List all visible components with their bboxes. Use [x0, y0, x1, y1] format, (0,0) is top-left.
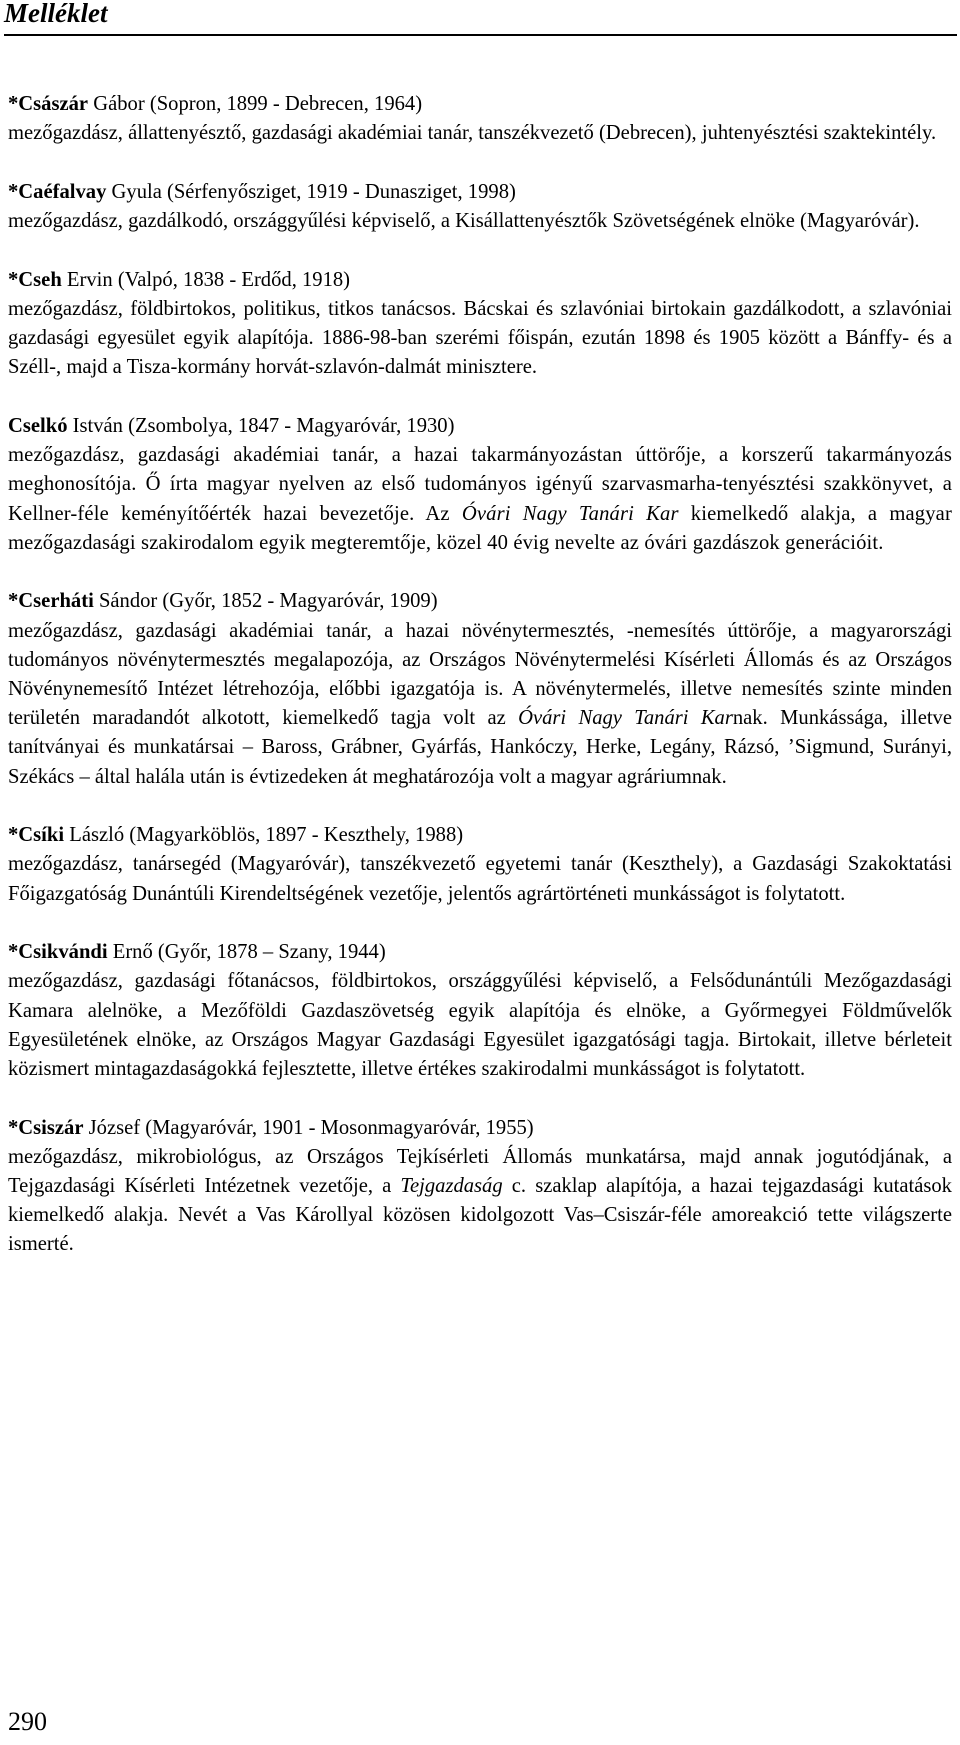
entry-dates: Sándor (Győr, 1852 - Magyaróvár, 1909)	[93, 590, 438, 613]
entry-heading	[8, 178, 952, 207]
biography-entry	[8, 1114, 952, 1260]
page-header	[4, 0, 957, 36]
entry-name: *Cseh	[8, 268, 62, 291]
entry-dates: István (Zsombolya, 1847 - Magyaróvár, 1930)	[67, 415, 455, 437]
entry-dates: László (Magyarköblös, 1897 - Keszthely, 1988)	[64, 824, 464, 847]
entry-body	[8, 967, 952, 1084]
entry-text: mezőgazdász, földbirtokos, politikus, titkos tanácsos. Bácskai és szlavóniai birtokain gazdálkodott, a szlavóniai gazdasági egyesület egyik alapítója. 1886-98-ban szerémi főispán, ezután 1898 és 1905 között a Bánffy- és a Széll-, majd a Tisza-kormány horvát-szlavón-dalmát minisztere.	[8, 297, 952, 379]
entry-heading	[8, 266, 952, 295]
entry-text: c. szaklap alapítója, a hazai tejgazdasági kutatások kiemelkedő alakja. Nevét a Vas Károllyal közösen kidolgozott Vas–Csiszár-féle amoreakció tette világszerte ismerté.	[8, 1175, 952, 1256]
entry-dates: Gábor (Sopron, 1899 - Debrecen, 1964)	[88, 93, 423, 115]
entry-name: *Csiszár	[8, 1116, 84, 1139]
entry-heading	[8, 90, 952, 119]
entry-dates: Ervin (Valpó, 1838 - Erdőd, 1918)	[61, 268, 351, 291]
entry-text: mezőgazdász, gazdálkodó, országgyűlési képviselő, a Kisállattenyésztők Szövetségének elnöke (Magyaróvár).	[8, 210, 920, 232]
entry-heading	[8, 1114, 952, 1143]
entry-text: mezőgazdász, tanársegéd (Magyaróvár), tanszékvezető egyetemi tanár (Keszthely), a Gazdasági Szakoktatási Főigazgatóság Dunántúli Kirendeltségének vezetője, jelentős agrártörténeti munkásságot is folytatott.	[8, 853, 952, 905]
entry-name: *Csíki	[8, 824, 65, 847]
entry-body	[8, 1143, 952, 1260]
entry-text: mezőgazdász, állattenyésztő, gazdasági akadémiai tanár, tanszékvezető (Debrecen), juhtenyésztési szaktekintély.	[8, 122, 937, 145]
entries-list	[8, 90, 952, 1289]
entry-text: mezőgazdász, mikrobiológus, az Országos Tejkísérleti Állomás munkatársa, majd annak jogutódjának, a Tejgazdasági Kísérleti Intézetnek vezetője, a	[8, 1145, 952, 1198]
entry-body	[8, 617, 952, 792]
entry-body	[8, 119, 952, 148]
entry-body	[8, 207, 952, 236]
entry-body	[8, 850, 952, 908]
biography-entry	[8, 178, 952, 236]
entry-name: Cselkó	[8, 415, 68, 437]
entry-name: *Csikvándi	[8, 941, 108, 964]
entry-text: kiemelkedő alakja, a magyar mezőgazdasági szakirodalom egyik megteremtője, közel 40 évig nevelte az óvári gazdászok generációit.	[8, 502, 952, 554]
entry-text: mezőgazdász, gazdasági főtanácsos, földbirtokos, országgyűlési képviselő, a Felsődunántúli Mezőgazdasági Kamara alelnöke, a Mezőföldi Gazdaszövetség egyik alapítója és elnöke, a Győrmegyei Földművelők Egyesületének elnöke, az Országos Magyar Gazdasági Egyesület igazgatósági tagja. Birtokait, illetve bérleteit közismert mintagazdaságokká fejlesztette, illetve értékes szakirodalmi munkásságot is folytatott.	[8, 970, 952, 1081]
entry-name: *Cserháti	[8, 590, 94, 613]
entry-text-italic: Óvári Nagy Tanári Kar	[461, 502, 679, 525]
entry-text: mezőgazdász, gazdasági akadémiai tanár, a hazai takarmányozástan úttörője, a korszerű takarmányozás meghonosítója. Ő írta magyar nyelven az első tudományos igényű szarvasmarha-tenyésztési szakkönyvet, a Kellner-féle keményítőérték hazai bevezetője. Az	[8, 444, 952, 525]
entry-dates: Gyula (Sérfenyősziget, 1919 - Dunasziget, 1998)	[106, 180, 516, 203]
entry-name: *Caéfalvay	[8, 180, 107, 203]
entry-dates: József (Magyaróvár, 1901 - Mosonmagyaróvár, 1955)	[83, 1116, 534, 1139]
biography-entry	[8, 587, 952, 791]
page-title: Melléklet	[4, 0, 108, 28]
entry-heading	[8, 821, 952, 850]
entry-name: *Császár	[8, 93, 89, 115]
entry-heading	[8, 938, 952, 967]
biography-entry	[8, 938, 952, 1084]
entry-text: nak. Munkássága, illetve tanítványai és munkatársai – Baross, Grábner, Gyárfás, Hankóczy, Herke, Legány, Rázsó, ’Sigmund, Surányi, Székács – által halála után is évtizedeken át meghatározója volt a magyar agráriumnak.	[8, 707, 952, 788]
page-number: 290	[8, 1707, 47, 1736]
entry-heading	[8, 587, 952, 616]
biography-entry	[8, 821, 952, 909]
entry-dates: Ernő (Győr, 1878 – Szany, 1944)	[107, 941, 386, 964]
entry-text: mezőgazdász, gazdasági akadémiai tanár, a hazai növénytermesztés, -nemesítés úttörője, a magyarországi tudományos növénytermesztés megalapozója, az Országos Növénytermelési Kísérleti Állomás és az Országos Növénynemesítő Intézet létrehozója, előbbi igazgatója is. A növénytermelés, illetve nemesítés szinte minden területén maradandót alkotott, kiemelkedő tagja volt az	[8, 619, 952, 730]
entry-body	[8, 295, 952, 383]
entry-heading	[8, 412, 952, 441]
entry-body	[8, 441, 952, 558]
biography-entry	[8, 412, 952, 558]
biography-entry	[8, 266, 952, 383]
entry-text-italic: Tejgazdaság	[400, 1175, 503, 1198]
entry-text-italic: Óvári Nagy Tanári Kar	[518, 707, 733, 730]
biography-entry	[8, 90, 952, 148]
